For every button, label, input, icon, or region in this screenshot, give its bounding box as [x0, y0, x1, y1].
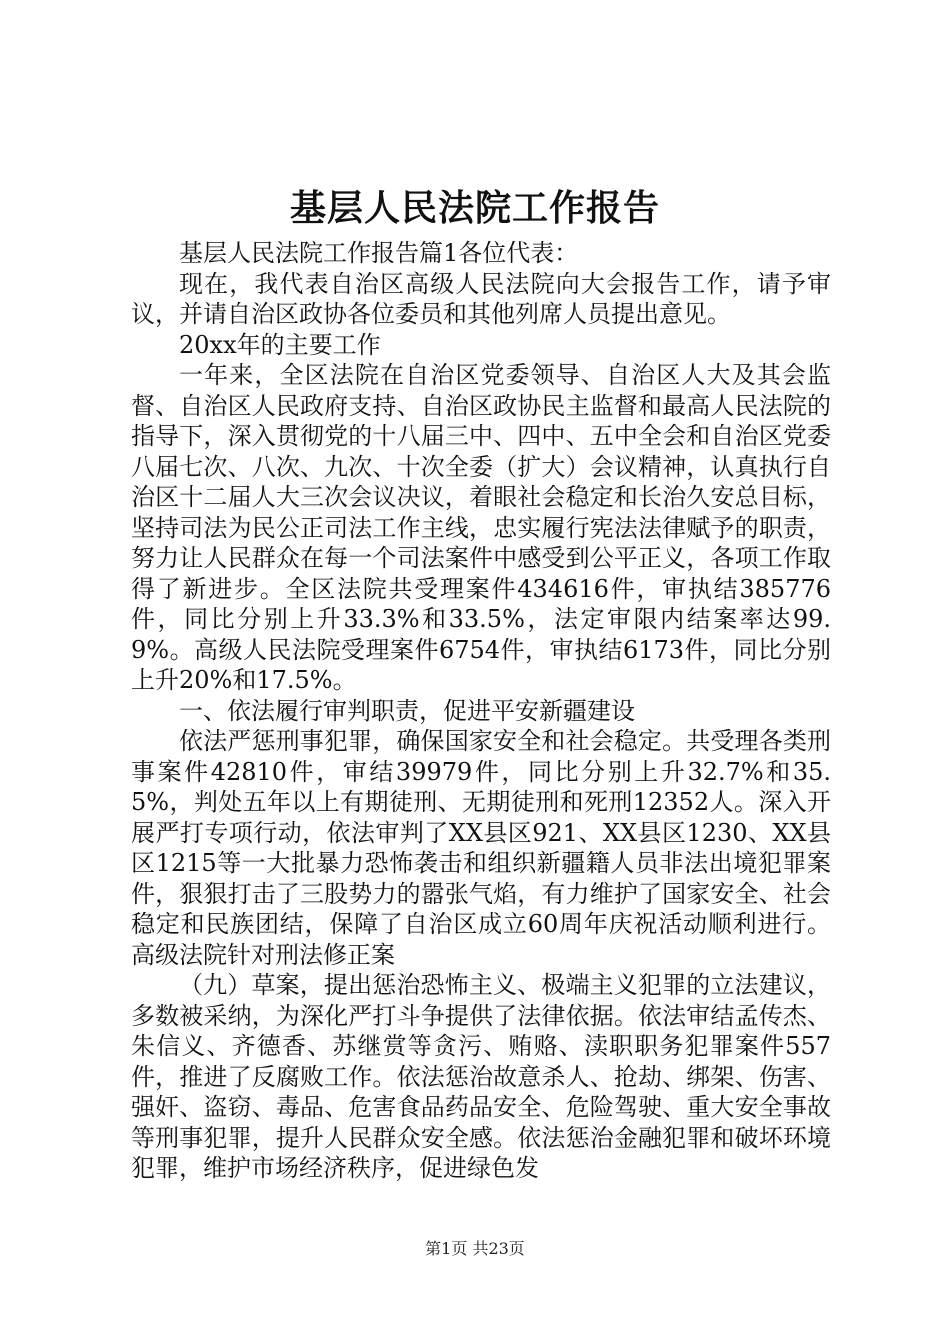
document-title: 基层人民法院工作报告	[289, 187, 660, 229]
page-number-footer: 第1页 共23页	[425, 1239, 525, 1258]
paragraph-criminal-cases: 依法严惩刑事犯罪，确保国家安全和社会稳定。共受理各类刑事案件42810件，审结39979件，同比分别上升32.7%和35.5%，判处五年以上有期徒刑、无期徒刑和死刑12352人。深入开展严打专项行动，依法审判了XX县区921、XX县区1230、XX县区1215等一大批暴力恐怖袭击和组织新疆籍人员非法出境犯罪案件，狠狠打击了三股势力的嚣张气焰，有力维护了国家安全、社会稳定和民族团结，保障了自治区成立60周年庆祝活动顺利进行。高级法院针对刑法修正案	[131, 727, 831, 969]
paragraph-intro: 现在，我代表自治区高级人民法院向大会报告工作，请予审议，并请自治区政协各位委员和其他列席人员提出意见。	[131, 269, 831, 328]
paragraph-draft-amendment: （九）草案，提出惩治恐怖主义、极端主义犯罪的立法建议，多数被采纳，为深化严打斗争提供了法律依据。依法审结孟传杰、朱信义、齐德香、苏继赏等贪污、贿赂、渎职职务犯罪案件557件，推进了反腐败工作。依法惩治故意杀人、抢劫、绑架、伤害、强奸、盗窃、毒品、危害食品药品安全、危险驾驶、重大安全事故等刑事犯罪，提升人民群众安全感。依法惩治金融犯罪和破坏环境犯罪，维护市场经济秩序，促进绿色发	[131, 971, 831, 1182]
document-body	[131, 238, 831, 1184]
section-heading-one: 一、依法履行审判职责，促进平安新疆建设	[179, 696, 635, 725]
paragraph-greeting: 基层人民法院工作报告篇1各位代表：	[179, 239, 579, 267]
paragraph-summary: 一年来，全区法院在自治区党委领导、自治区人大及其会监督、自治区人民政府支持、自治区政协民主监督和最高人民法院的指导下，深入贯彻党的十八届三中、四中、五中全会和自治区党委八届七次、八次、九次、十次全委（扩大）会议精神，认真执行自治区十二届人大三次会议决议，着眼社会稳定和长治久安总目标，坚持司法为民公正司法工作主线，忠实履行宪法法律赋予的职责，努力让人民群众在每一个司法案件中感受到公平正义，各项工作取得了新进步。全区法院共受理案件434616件，审执结385776件，同比分别上升33.3%和33.5%，法定审限内结案率达99.9%。高级人民法院受理案件6754件，审执结6173件，同比分别上升20%和17.5%。	[131, 361, 831, 694]
section-heading-main-work: 20xx年的主要工作	[179, 330, 381, 359]
